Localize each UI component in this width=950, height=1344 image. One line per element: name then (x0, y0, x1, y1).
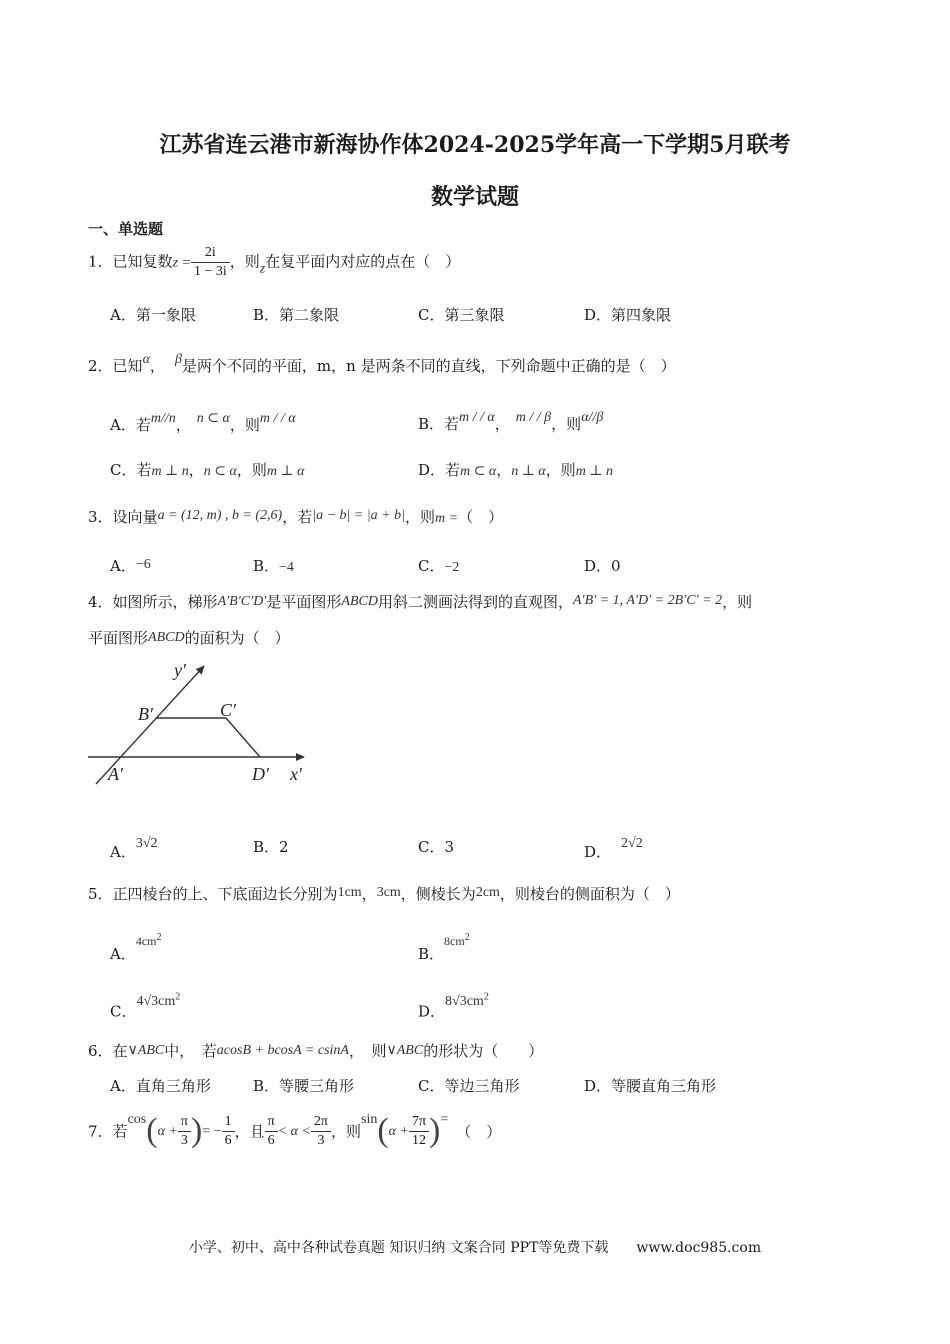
question-4-line2: 平面图形ABCD的面积为（ ） (88, 629, 290, 647)
option-a: A．若m//n， n ⊂ α，则m / / α (110, 411, 296, 434)
question-1: 1．已知复数z = $\frac{2i}{1 - 3i}$ ，则z在复平面内对应的点在（ ） (88, 245, 461, 279)
option-d: D．等腰直角三角形 (584, 1077, 717, 1095)
question-3: 3．设向量a = (12, m) , b = (2,6)，若|a − b| = |a + b|，则m =（ ） (88, 508, 504, 526)
option-d: D． 2√2 (584, 836, 643, 861)
label-b: B′ (138, 704, 153, 724)
label-a: A′ (108, 764, 123, 784)
math-condition: |a − b| = |a + b| (312, 508, 405, 523)
trapezoid-figure (86, 656, 316, 792)
label-d: D′ (252, 764, 269, 784)
question-number: 7． (88, 1122, 113, 1141)
math-z: z (259, 261, 266, 277)
option-b: B．等腰三角形 (253, 1077, 355, 1095)
option-c: C．第三象限 (418, 306, 505, 324)
question-number: 3． (88, 508, 113, 526)
question-number: 5． (88, 885, 113, 903)
option-b: B．2 (253, 838, 289, 856)
option-c: C．若m ⊥ n，n ⊂ α，则m ⊥ α (110, 461, 305, 479)
question-number: 6． (88, 1042, 113, 1060)
trapezoid-edges (156, 718, 260, 757)
option-c: C．等边三角形 (418, 1077, 520, 1095)
label-x: x′ (290, 764, 302, 784)
footer: 小学、初中、高中各种试卷真题 知识归纳 文案合同 PPT等免费下载 www.doc985.com (188, 1240, 762, 1256)
option-a: A．3√2 (110, 836, 158, 861)
question-text: 已知复数 (112, 252, 173, 271)
question-6: 6．在∨ABC中， 若acosB + bcosA = csinA， 则∨ABC的形状为（ ） (88, 1042, 544, 1060)
math-z-eq: z = (172, 255, 191, 271)
option-a: A．−6 (110, 557, 151, 575)
option-b: B．$^{8cm^2}$ (418, 932, 470, 963)
option-b: B．第二象限 (253, 306, 340, 324)
question-5: 5．正四棱台的上、下底面边长分别为1cm，3cm，侧棱长为2cm，则棱台的侧面积为（ ） (88, 885, 680, 903)
option-d: D．$8√3cm^2$ (418, 991, 489, 1021)
option-a: A．第一象限 (110, 306, 196, 324)
page-subtitle: 数学试题 (430, 184, 519, 210)
question-4: 4．如图所示，梯形A′B′C′D′是平面图形ABCD用斜二测画法得到的直观图，A′B′ = 1, A′D′ = 2B′C′ = 2，则 (88, 593, 753, 611)
option-a: A．$^{4cm^2}$ (110, 932, 162, 963)
label-c: C′ (220, 700, 236, 720)
option-d: D．第四象限 (584, 306, 672, 324)
option-c: C．−2 (418, 557, 460, 575)
question-2: 2．已知α， β是两个不同的平面，m，n 是两条不同的直线，下列命题中正确的是（ ） (88, 352, 676, 375)
option-b: B．−4 (253, 557, 294, 575)
question-number: 2． (88, 357, 113, 375)
option-c: C．$4√3cm^2$ (110, 991, 181, 1021)
question-number: 1． (88, 252, 113, 271)
option-d: D．0 (584, 557, 621, 575)
question-7: 7．若cos(α + $\frac{\pi}{3}$ )= − $\frac{1}{6}$ ，且 $\frac{\pi}{6}$ < α < $\frac{2\pi}{3}$ ，则sin(α + $\frac{7\pi}{12}$ )=（ ） (88, 1112, 502, 1149)
label-y: y′ (174, 660, 186, 680)
option-a: A．直角三角形 (110, 1077, 211, 1095)
page-title: 江苏省连云港市新海协作体2024-2025学年高一下学期5月联考 (159, 132, 791, 158)
option-d: D．若m ⊂ α，n ⊥ α，则m ⊥ n (418, 461, 614, 479)
section-heading: 一、单选题 (88, 220, 164, 238)
math-vectors: a = (12, m) , b = (2,6) (157, 508, 283, 523)
question-number: 4． (88, 593, 113, 611)
option-b: B．若m / / α， m / / β，则α//β (418, 410, 604, 433)
option-c: C．3 (418, 838, 455, 856)
fraction: $\frac{2i}{1 - 3i}$ (191, 246, 230, 279)
